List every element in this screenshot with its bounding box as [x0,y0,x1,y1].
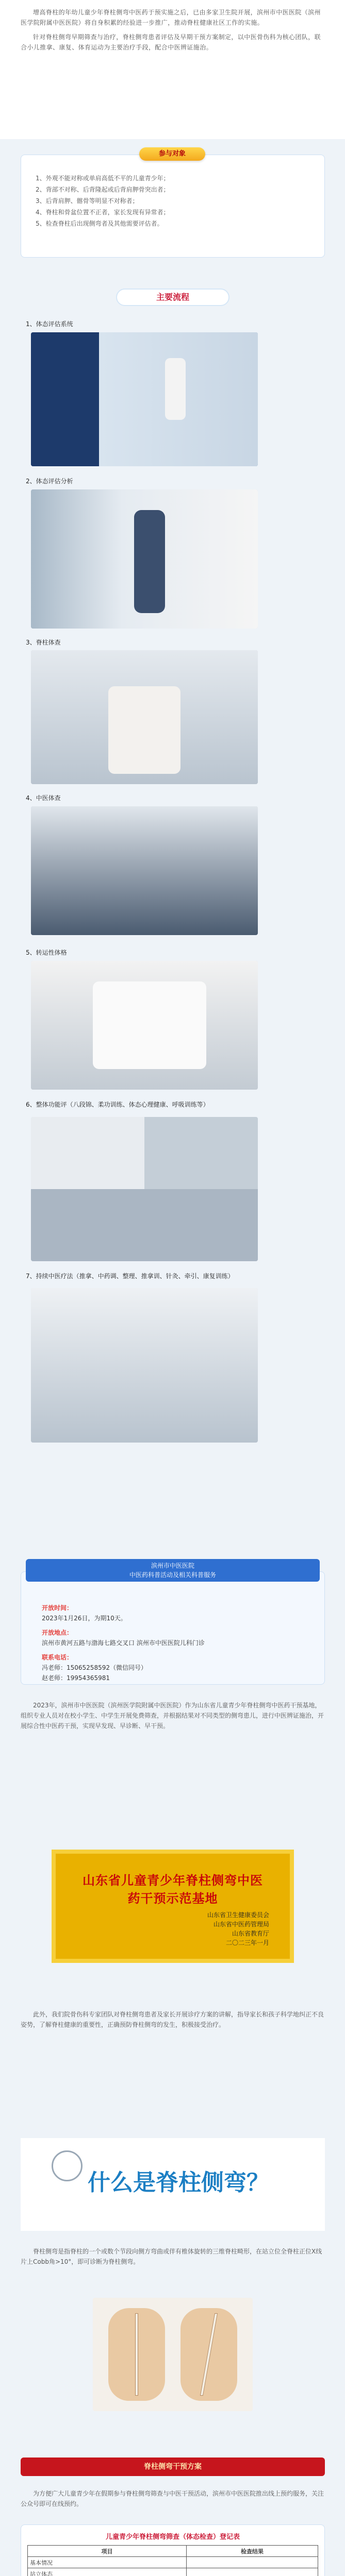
registration-form [21,2524,325,2576]
time-value: 2023年1月26日，为期10天。 [42,1615,127,1622]
photo-step3 [31,650,258,784]
intro-paragraph: 针对脊柱侧弯早期筛查与治疗，脊柱侧弯患者评估及早期干预方案制定，以中医骨伤科为核心团队，联合小儿推拿、康复、体育运动为主要治疗手段，配合中医辨证施治。 [21,33,321,51]
list-item: 5、检查脊柱后出现侧弯者及其他需要评估者。 [36,220,163,227]
question-title: 什么是脊柱侧弯？ [88,2170,269,2196]
step-title: 6、整体功能评（八段锦、柔功训练、体态心理健康、呼吸训练等） [26,1101,209,1108]
step-title: 4、中医体查 [26,794,61,802]
conditions-list [21,155,324,238]
certificate-issuer: 山东省卫生健康委员会 [207,1911,269,1919]
form-title: 儿童青少年脊柱侧弯筛查（体态检查）登记表 [105,2533,240,2541]
definition-paragraph: 脊柱侧弯是指脊柱的一个或数个节段向侧方弯曲或伴有椎体旋转的三维脊柱畸形，在站立位全脊柱正位X线片上Cobb角>10°，即可诊断为脊柱侧弯。 [21,2248,322,2265]
notice-section [0,1700,345,1731]
certificate-date: 二〇二三年一月 [225,1939,269,1946]
step-title: 5、转运性体格 [26,949,67,956]
contact-label: 联系电话： [42,1654,73,1661]
step-title: 1、体态评估系统 [26,320,73,328]
step-title: 2、体态评估分析 [26,478,73,485]
strip-line2: 中医药科普活动及相关科普服务 [129,1571,216,1579]
certificate-issuer: 山东省中医药管理局 [213,1921,269,1928]
table-cell: 站立体态 [28,2568,187,2576]
form-table [27,2545,318,2576]
contact-2: 赵老师：19954365981 [42,1674,110,1682]
conditions-pill: 参与对象 [139,147,205,161]
table-cell [186,2568,318,2576]
process-banner: 主要流程 [116,289,229,306]
photo-step2 [31,489,258,629]
time-label: 开放时间： [42,1604,73,1612]
body-section [0,2009,345,2030]
table-header: 检查结果 [186,2546,318,2557]
info-block [21,1572,324,1683]
conditions-card [21,155,325,258]
list-item: 2、背部不对称、后背隆起或后背肩胛骨突出者； [36,186,170,193]
list-item: 1、外观不能对称或单肩高低不平的儿童青少年； [36,175,170,182]
table-cell: 基本情况 [28,2557,187,2568]
intervention-section [0,2488,345,2509]
intro-section [0,0,345,139]
photo-step7 [31,1288,258,1443]
info-strip [26,1559,320,1582]
info-card [21,1571,325,1685]
list-item: 4、脊柱和骨盆位置不正者，家长发现有异常者； [36,209,170,216]
strip-line1: 滨州市中医医院 [151,1562,194,1569]
body-paragraph: 此外，我们院骨伤科专家团队对脊柱侧弯患者及家长开展诊疗方案的讲解，指导家长和孩子科学地纠正不良姿势，了解脊柱健康的重要性，正确预防脊柱侧弯的发生，积极接受治疗。 [21,2011,324,2028]
table-cell [186,2557,318,2568]
intervention-paragraph: 为方便广大儿童青少年在假期参与脊柱侧弯筛查与中医干预活动，滨州市中医医院推出线上预约服务，关注公众号即可在线预约。 [21,2490,324,2507]
step-title: 3、脊柱体查 [26,639,61,646]
table-header: 项目 [28,2546,187,2557]
photo-step4 [31,806,258,935]
certificate-issuer: 山东省教育厅 [232,1930,269,1937]
certificate-plaque [52,1850,294,1963]
definition-section [0,2246,345,2267]
certificate-title: 山东省儿童青少年脊柱侧弯中医药干预示范基地 [83,1873,263,1906]
list-item: 3、后背肩胛、髂骨等明显不对称者； [36,197,139,205]
photo-step1 [31,332,258,466]
notice-paragraph: 2023年，滨州市中医医院（滨州医学院附属中医医院）作为山东省儿童青少年脊柱侧弯中医药干预基地，组织专业人员对在校小学生、中学生开展免费筛查，并根据结果对不同类型的侧弯患儿，进行中医辨证施治，开展综合性中医药干预，实现早发现、早诊断、早干预。 [21,1702,324,1730]
spine-illustration [93,2298,253,2411]
question-icon [52,2150,83,2181]
intervention-bar: 脊柱侧弯干预方案 [21,2458,325,2476]
question-header [21,2138,325,2231]
intro-paragraph: 增高脊柱的年幼儿童少年脊柱侧弯中医药于预实施之后，已由多家卫生院开展，滨州市中医医院（滨州医学院附属中医医院）将自身积累的经验进一步推广，推动脊柱健康社区工作的实施。 [21,9,321,26]
contact-1: 冯老师：15065258592（微信同号） [42,1664,147,1671]
step-title: 7、持续中医疗法（推拿、中药调、整理、推拿训、针灸、牵引、康复训练） [26,1273,234,1280]
addr-value: 滨州市黄河五路与渤海七路交叉口 滨州市中医医院儿科门诊 [42,1639,205,1647]
photo-step5 [31,961,258,1090]
photo-step6 [31,1117,258,1261]
addr-label: 开放地点： [42,1629,73,1636]
